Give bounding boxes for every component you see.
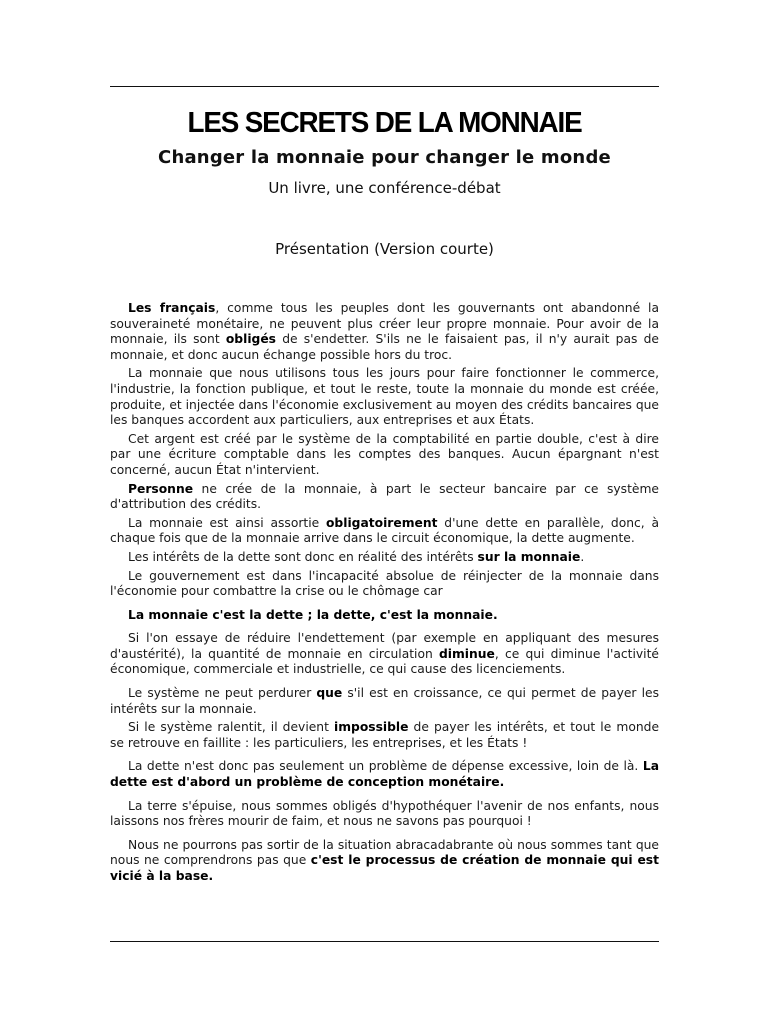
bold-phrase: La dette est d'abord un problème de conception monétaire. [110, 759, 659, 790]
section-heading: Présentation (Version courte) [275, 240, 494, 258]
bold-phrase: obligés [225, 332, 277, 347]
document-tagline: Un livre, une conférence-débat [268, 179, 501, 197]
paragraph-text: s'il est en croissance, ce qui permet de payer les intérêts sur la monnaie. [110, 686, 659, 716]
paragraph-14 [110, 838, 659, 885]
bold-phrase: Les français [128, 301, 216, 315]
paragraph-13: La terre s'épuise, nous sommes obligés d'hypothéquer l'avenir de nos enfants, nous laissons nos frères mourir de faim, et nous ne savons pas pourquoi ! [110, 798, 659, 829]
body-text [110, 301, 659, 888]
paragraph-3: Cet argent est créé par le système de la comptabilité en partie double, c'est à dire par une écriture comptable dans les comptes des banques. Aucun épargnant n'est concerné, aucun État n'intervient. [110, 431, 659, 477]
paragraph-text: . [580, 549, 585, 564]
paragraph-7: Le gouvernement est dans l'incapacité absolue de réinjecter de la monnaie dans l'économie pour combattre la crise ou le chômage car [110, 568, 659, 599]
top-rule [110, 86, 659, 87]
paragraph-text: ne crée de la monnaie, à part le secteur bancaire par ce système d'attribution des crédits. [110, 481, 659, 512]
bold-phrase: La monnaie c'est la dette ; la dette, c'est la monnaie. [128, 607, 498, 622]
bottom-rule [110, 941, 659, 942]
paragraph-1 [110, 301, 659, 363]
bold-phrase: c'est le processus de création de monnaie qui est vicié à la base. [110, 853, 659, 883]
paragraph-text: , comme tous les peuples dont les gouvernants ont abandonné la souveraineté monétaire, ne peuvent plus créer leur propre monnaie. Pour avoir de la monnaie, ils sont [110, 301, 660, 347]
bold-phrase: obligatoirement [325, 515, 438, 530]
paragraph-text: d'une dette en parallèle, donc, à chaque fois que de la monnaie arrive dans le circuit économique, la dette augmente. [110, 515, 659, 546]
paragraph-text: Le système ne peut perdurer [128, 686, 317, 701]
paragraph-text: , ce qui diminue l'activité économique, commerciale et industrielle, ce qui cause des licenciements. [110, 646, 659, 677]
paragraph-text: Si le système ralentit, il devient [128, 720, 334, 735]
paragraph-9 [110, 631, 659, 678]
paragraph-text: La dette n'est donc pas seulement un problème de dépense excessive, loin de là. [128, 759, 643, 774]
paragraph-12 [110, 759, 659, 790]
bold-phrase: Personne [128, 481, 194, 496]
paragraph-4 [110, 482, 659, 513]
paragraph-text: Les intérêts de la dette sont donc en réalité des intérêts [128, 549, 478, 564]
paragraph-11 [110, 720, 659, 751]
bold-phrase: sur la monnaie [477, 549, 581, 564]
paragraph-text: de payer les intérêts, et tout le monde se retrouve en faillite : les particuliers, les entreprises, et les États ! [110, 720, 660, 750]
paragraph-5 [110, 516, 659, 547]
paragraph-10 [110, 686, 659, 717]
paragraph-6 [110, 550, 659, 566]
bold-phrase: impossible [333, 720, 409, 735]
bold-phrase: diminue [438, 646, 495, 661]
document-title: LES SECRETS DE LA MONNAIE [187, 107, 582, 139]
paragraph-text: La monnaie est ainsi assortie [128, 515, 326, 530]
paragraph-2: La monnaie que nous utilisons tous les jours pour faire fonctionner le commerce, l'industrie, la fonction publique, et tout le reste, toute la monnaie du monde est créée, produite, et injectée dans l'économie exclusivement au moyen des crédits bancaires que les banques accordent aux particuliers, aux entreprises et aux États. [110, 366, 659, 428]
paragraph-8 [110, 608, 659, 624]
bold-phrase: que [316, 686, 343, 701]
document-subtitle: Changer la monnaie pour changer le monde [158, 147, 611, 168]
paragraph-text: Si l'on essaye de réduire l'endettement (par exemple en appliquant des mesures d'austérité), la quantité de monnaie en circulation [110, 631, 659, 661]
paragraph-text: Nous ne pourrons pas sortir de la situation abracadabrante où nous sommes tant que nous ne comprendrons pas que [110, 837, 659, 868]
paragraph-text: de s'endetter. S'ils ne le faisaient pas, il n'y aurait pas de monnaie, et donc aucun échange possible hors du troc. [110, 332, 659, 362]
